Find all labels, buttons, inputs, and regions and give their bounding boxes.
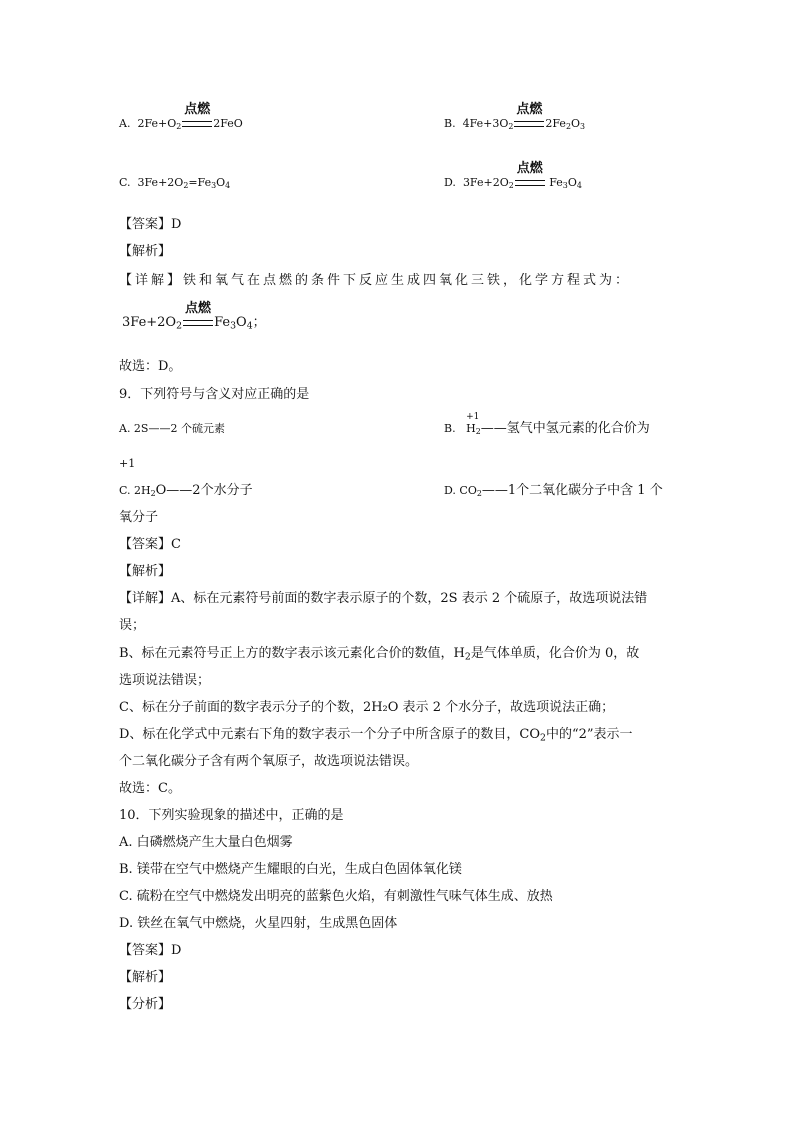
reaction-condition: 点燃: [513, 114, 545, 134]
q10-fenxi-label: 【分析】: [119, 997, 172, 1012]
q9-option-c: C. $2H_2O——2$个水分子: [119, 483, 253, 498]
q9-detail-3: C、标在分子前面的数字表示分子的个数，2H₂O 表示 2 个水分子，故选项说法正确；: [119, 700, 615, 715]
q9-option-a: A. 2S——2 个硫元素: [119, 422, 225, 435]
q8-detail: 【详解】铁和氧气在点燃的条件下反应生成四氧化三铁，化学方程式为：: [119, 273, 632, 288]
q9-analysis-label: 【解析】: [119, 564, 172, 579]
q9-option-b-continued: +1: [119, 457, 136, 470]
q9-option-d: D. $CO_2——1$个二氧化碳分子中含 1 个: [444, 483, 663, 498]
q10-option-a: A. 白磷燃烧产生大量白色烟雾: [119, 835, 293, 850]
q8-equation: $3Fe+2O_2$ 点燃 $Fe_3O_4$；: [122, 301, 266, 332]
q8-conclusion: 故选：D。: [119, 359, 182, 374]
q9-detail-1: 【详解】A、标在元素符号前面的数字表示原子的个数，2S 表示 2 个硫原子，故选项说法错: [119, 591, 648, 606]
q10-stem: 10．下列实验现象的描述中，正确的是: [119, 808, 344, 823]
q9-detail-2-cont: 选项说法错误；: [119, 673, 211, 688]
valence-symbol: +1 $H_2$: [466, 412, 481, 436]
q8-answer: 【答案】D: [119, 217, 182, 232]
q8-analysis-label: 【解析】: [119, 244, 172, 259]
q9-detail-4-cont: 个二氧化碳分子含有两个氧原子，故选项说法错误。: [119, 754, 419, 769]
q8-option-d: D. $3Fe+2O_2$ 点燃 $Fe_3O_4$: [444, 173, 582, 193]
q9-answer: 【答案】C: [119, 537, 181, 552]
q10-analysis-label: 【解析】: [119, 970, 172, 985]
q8-option-a: A. $2Fe+O_2$ 点燃 2FeO: [119, 114, 243, 134]
q9-detail-2: B、标在元素符号正上方的数字表示该元素化合价的数值，$H_2$是气体单质，化合价为 0，故: [119, 646, 640, 663]
q9-detail-4: D、标在化学式中元素右下角的数字表示一个分子中所含原子的数目，$CO_2$中的“2”表示一: [119, 727, 633, 744]
q8-option-b: B. $4Fe+3O_2$ 点燃 $2Fe_2O_3$: [444, 114, 585, 134]
q9-stem: 9．下列符号与含义对应正确的是: [119, 387, 310, 402]
reaction-condition: 点燃: [514, 173, 546, 193]
q10-answer: 【答案】D: [119, 943, 182, 958]
q8-option-c: C. $3Fe+2O_2=Fe_3O_4$: [119, 176, 231, 190]
q10-option-b: B. 镁带在空气中燃烧产生耀眼的白光，生成白色固体氧化镁: [119, 862, 462, 877]
q10-option-c: C. 硫粉在空气中燃烧发出明亮的蓝紫色火焰，有刺激性气味气体生成、放热: [119, 889, 553, 904]
q9-detail-1-cont: 误；: [119, 618, 146, 633]
reaction-condition: 点燃: [181, 114, 213, 134]
q9-option-b: B. +1 $H_2——$氢气中氢元素的化合价为: [444, 419, 650, 439]
reaction-condition: 点燃: [182, 313, 214, 333]
q9-option-d-continued: 氧分子: [119, 510, 159, 525]
q10-option-d: D. 铁丝在氧气中燃烧，火星四射，生成黑色固体: [119, 916, 398, 931]
q9-conclusion: 故选：C。: [119, 781, 181, 796]
